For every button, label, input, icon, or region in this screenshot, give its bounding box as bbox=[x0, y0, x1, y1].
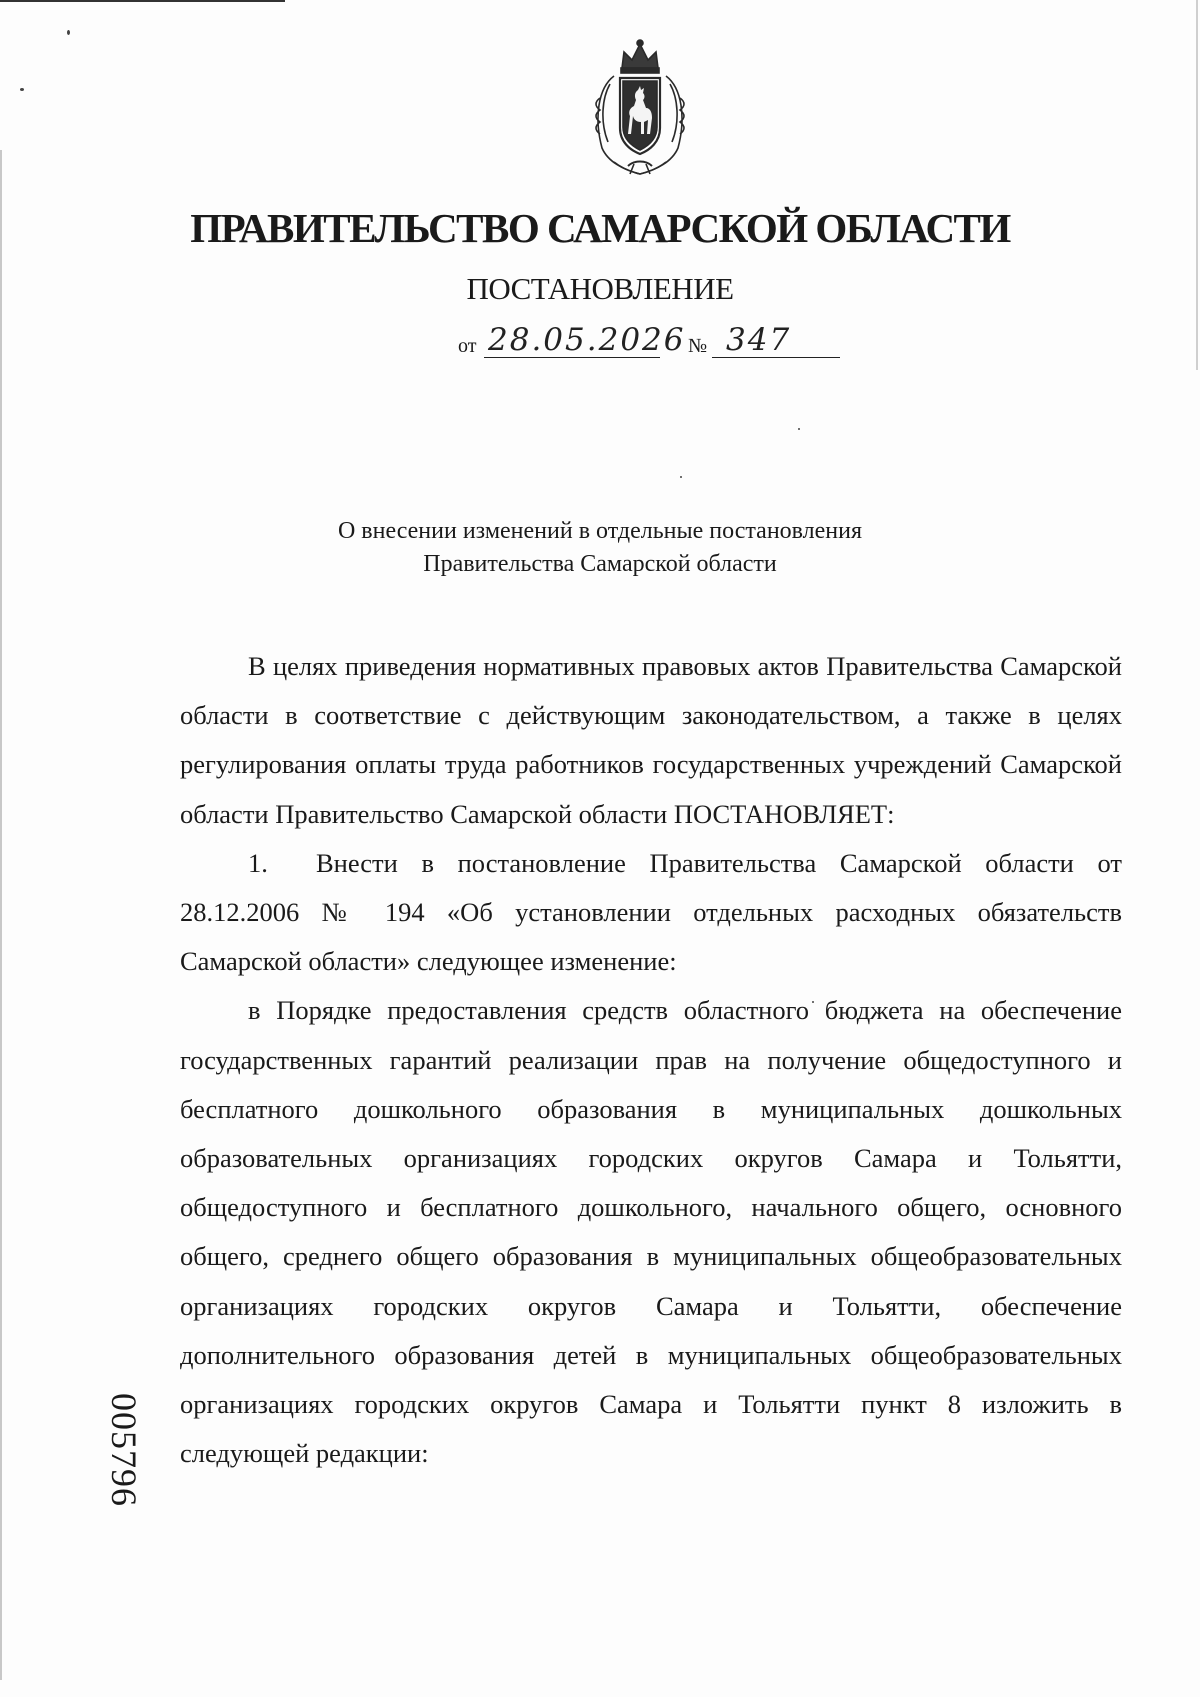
scan-speck bbox=[20, 88, 24, 91]
scan-artifact-top-line bbox=[0, 0, 285, 2]
date-prefix: от bbox=[458, 335, 477, 357]
number-handwritten: 347 bbox=[726, 322, 792, 358]
item-1-paragraph bbox=[180, 839, 1122, 987]
scan-speck bbox=[680, 476, 682, 478]
document-type: ПОСТАНОВЛЕНИЕ bbox=[466, 271, 734, 306]
subject-line-1: О внесении изменений в отдельные постановления bbox=[337, 518, 863, 544]
scan-speck bbox=[798, 428, 800, 430]
government-title: ПРАВИТЕЛЬСТВО САМАРСКОЙ ОБЛАСТИ bbox=[190, 205, 1010, 251]
item-1-detail-paragraph: в Порядке предоставления средств областного бюджета на обеспечение государственных гарантий реализации прав на получение общедоступного и бесплатного дошкольного образования в муниципальных дошкольных образовательных организациях городских округов Самара и Тольятти, общедоступного и бесплатного дошкольного, начального общего, основного общего, среднего общего образования в муниципальных общеобразовательных организациях городских округов Самара и Тольятти, обеспечение дополнительного образования детей в муниципальных общеобразовательных организациях городских округов Самара и Тольятти пункт 8 изложить в следующей редакции: bbox=[180, 995, 1122, 1469]
date-handwritten: 28.05.2026 bbox=[488, 322, 686, 358]
side-serial-number: 005796 bbox=[104, 1393, 144, 1507]
item-1-text: Внести в постановление Правительства Самарской области от 28.12.2006 № 194 «Об установлении отдельных расходных обязательств Самарской области» следующее изменение: bbox=[180, 847, 1122, 977]
samara-coat-of-arms-icon bbox=[584, 38, 696, 178]
number-prefix: № bbox=[688, 335, 708, 357]
document-body bbox=[180, 642, 1122, 1478]
item-1-number: 1. bbox=[248, 847, 268, 878]
date-number-line bbox=[458, 322, 843, 362]
scan-speck bbox=[67, 30, 70, 35]
document-subject bbox=[0, 515, 1200, 581]
preamble-paragraph: В целях приведения нормативных правовых актов Правительства Самарской области в соответствие с действующим законодательством, а также в целях регулирования оплаты труда работников государственных учреждений Самарской области Правительство Самарской области ПОСТАНОВЛЯЕТ: bbox=[180, 651, 1122, 829]
scan-artifact-right-edge bbox=[1196, 0, 1198, 370]
subject-line-2: Правительства Самарской области bbox=[423, 551, 777, 577]
scan-artifact-left-edge bbox=[0, 150, 2, 1680]
